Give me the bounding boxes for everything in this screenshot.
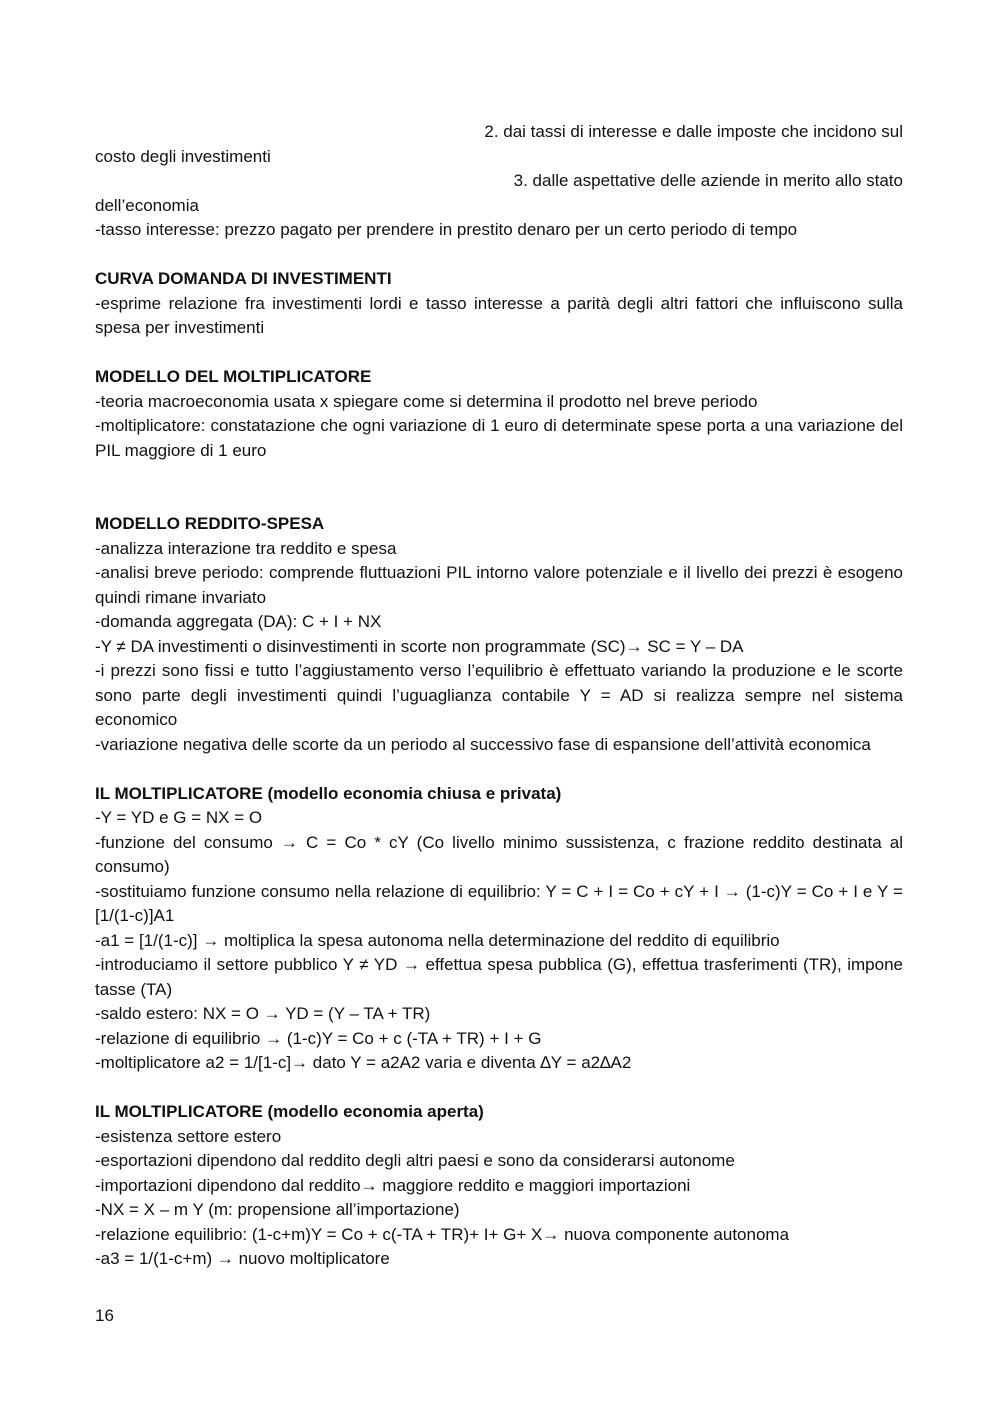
paragraph: -relazione equilibrio: (1-c+m)Y = Co + c(-TA + TR)+ I+ G+ X→ nuova componente autonoma [95,1224,790,1244]
paragraph-tasso-interesse: -tasso interesse: prezzo pagato per prendere in prestito denaro per un certo periodo di tempo [95,220,798,239]
list-item-2: 2. dai tassi di interesse e dalle imposte che incidono sul [484,122,903,141]
section-heading-moltiplicatore-chiusa: IL MOLTIPLICATORE (modello economia chiusa e privata) [95,783,562,803]
paragraph: -teoria macroeconomia usata x spiegare come si determina il prodotto nel breve periodo [95,391,758,411]
paragraph: -relazione di equilibrio → (1-c)Y = Co + c (-TA + TR) + I + G [95,1028,542,1048]
list-item-2-continuation: costo degli investimenti [95,146,271,166]
paragraph: -esprime relazione fra investimenti lordi e tasso interesse a parità degli altri fattori che influiscono sulla spesa per investimenti [95,293,903,337]
paragraph: -moltiplicatore: constatazione che ogni variazione di 1 euro di determinate spese porta a una variazione del PIL maggiore di 1 euro [95,416,903,460]
page-number: 16 [95,1306,114,1325]
paragraph: -Y ≠ DA investimenti o disinvestimenti in scorte non programmate (SC)→ SC = Y – DA [95,636,744,656]
paragraph: -Y = YD e G = NX = O [95,808,263,827]
paragraph: -moltiplicatore a2 = 1/[1-c]→ dato Y = a2A2 varia e diventa ∆Y = a2∆A2 [95,1053,632,1072]
paragraph: -a1 = [1/(1-c)] → moltiplica la spesa autonoma nella determinazione del reddito di equilibrio [95,930,780,950]
paragraph: -domanda aggregata (DA): C + I + NX [95,612,382,631]
paragraph: -i prezzi sono fissi e tutto l’aggiustamento verso l’equilibrio è effettuato variando la produzione e le scorte sono parte degli investimenti quindi l’uguaglianza contabile Y = AD si realizza sempre nel sistema economico [95,661,903,729]
section-heading-moltiplicatore-aperta: IL MOLTIPLICATORE (modello economia aperta) [95,1102,484,1121]
paragraph: -introduciamo il settore pubblico Y ≠ YD → effettua spesa pubblica (G), effettua trasferimenti (TR), impone tasse (TA) [95,955,903,999]
paragraph: -funzione del consumo → C = Co * cY (Co livello minimo sussistenza, c frazione reddito destinata al consumo) [95,832,903,876]
list-item-3-continuation: dell’economia [95,195,199,215]
section-heading-curva: CURVA DOMANDA DI INVESTIMENTI [95,269,392,288]
paragraph: -NX = X – m Y (m: propensione all’importazione) [95,1200,460,1219]
paragraph: -sostituiamo funzione consumo nella relazione di equilibrio: Y = C + I = Co + cY + I → (1-c)Y = Co + I e Y = [1/(1-c)]A1 [95,881,903,925]
paragraph: -analizza interazione tra reddito e spesa [95,538,397,558]
document-body [95,120,903,1272]
paragraph: -a3 = 1/(1-c+m) → nuovo moltiplicatore [95,1249,390,1268]
section-heading-reddito-spesa: MODELLO REDDITO-SPESA [95,514,325,533]
list-item-3: 3. dalle aspettative delle aziende in merito allo stato [513,171,903,190]
paragraph: -esportazioni dipendono dal reddito degli altri paesi e sono da considerarsi autonome [95,1151,735,1170]
paragraph: -importazioni dipendono dal reddito→ maggiore reddito e maggiori importazioni [95,1175,691,1195]
section-heading-modello-moltiplicatore: MODELLO DEL MOLTIPLICATORE [95,367,372,386]
paragraph: -variazione negativa delle scorte da un periodo al successivo fase di espansione dell’attività economica [95,734,871,754]
paragraph: -esistenza settore estero [95,1126,282,1146]
paragraph: -saldo estero: NX = O → YD = (Y – TA + TR) [95,1004,431,1023]
paragraph: -analisi breve periodo: comprende fluttuazioni PIL intorno valore potenziale e il livello dei prezzi è esogeno quindi rimane invariato [95,563,903,607]
